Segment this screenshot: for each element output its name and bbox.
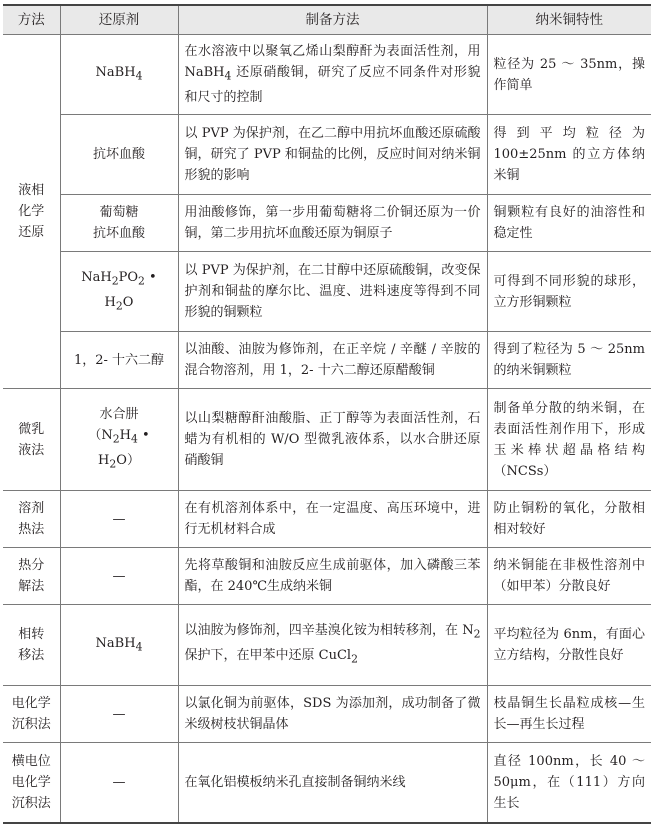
table-row <box>3 389 651 491</box>
properties-cell: 纳米铜能在非极性溶剂中（如甲苯）分散良好 <box>487 548 651 605</box>
table-row <box>3 605 651 686</box>
reductant-cell: $NaH_2PO_2$ • $H_2O$ <box>60 252 178 332</box>
properties-cell: 粒径为 25 ～ 35nm，操作简单 <box>487 35 651 115</box>
method-cell: 电化学 沉积法 <box>3 686 60 743</box>
preparation-cell: 先将草酸铜和油胺反应生成前驱体，加入磷酸三苯酯，在 240℃生成纳米铜 <box>178 548 487 605</box>
reductant-cell: 抗坏血酸 <box>60 115 178 195</box>
properties-cell: 直径 100nm，长 40 ～ 50μm，在（111）方向生长 <box>487 743 651 823</box>
properties-cell: 得到了粒径为 5 ～ 25nm 的纳米铜颗粒 <box>487 332 651 389</box>
preparation-cell: 在水溶液中以聚氧乙烯山梨醇酐为表面活性剂，用 NaBH$_4$ 还原硝酸铜，研究了反应不同条件对形貌和尺寸的控制 <box>178 35 487 115</box>
table-row <box>3 195 651 252</box>
reductant-cell: — <box>60 743 178 823</box>
method-cell: 横电位 电化学 沉积法 <box>3 743 60 823</box>
preparation-cell: 以氯化铜为前驱体，SDS 为添加剂，成功制备了微米级树枝状铜晶体 <box>178 686 487 743</box>
nano-copper-methods-table <box>3 4 651 824</box>
properties-cell: 枝晶铜生长晶粒成核—生长—再生长过程 <box>487 686 651 743</box>
preparation-cell: 在氧化铝模板纳米孔直接制备铜纳米线 <box>178 743 487 823</box>
table-row <box>3 252 651 332</box>
table-row <box>3 35 651 115</box>
header-properties: 纳米铜特性 <box>487 5 651 35</box>
properties-cell: 平均粒径为 6nm，有面心立方结构，分散性良好 <box>487 605 651 686</box>
table-row <box>3 548 651 605</box>
properties-cell: 防止铜粉的氧化，分散相相对较好 <box>487 491 651 548</box>
reductant-cell: — <box>60 548 178 605</box>
reductant-cell: NaBH$_4$ <box>60 605 178 686</box>
method-cell: 溶剂 热法 <box>3 491 60 548</box>
table-row <box>3 115 651 195</box>
table-row <box>3 332 651 389</box>
preparation-cell: 用油酸修饰，第一步用葡萄糖将二价铜还原为一价铜，第二步用抗坏血酸还原为铜原子 <box>178 195 487 252</box>
properties-cell: 铜颗粒有良好的油溶性和稳定性 <box>487 195 651 252</box>
method-cell: 热分 解法 <box>3 548 60 605</box>
table-row <box>3 686 651 743</box>
header-method: 方法 <box>3 5 60 35</box>
reductant-cell: 水合肼 （$N_2H_4$ • $H_2O$） <box>60 389 178 491</box>
method-cell: 液相 化学 还原 <box>3 35 60 389</box>
table-header-row <box>3 5 651 35</box>
reductant-cell: NaBH$_4$ <box>60 35 178 115</box>
table-row <box>3 491 651 548</box>
reductant-cell: 葡萄糖 抗坏血酸 <box>60 195 178 252</box>
header-preparation: 制备方法 <box>178 5 487 35</box>
method-cell: 微乳 液法 <box>3 389 60 491</box>
preparation-cell: 以油胺为修饰剂，四辛基溴化铵为相转移剂，在 $N_2$ 保护下，在甲苯中还原 CuCl$_2$ <box>178 605 487 686</box>
reductant-cell: 1，2- 十六二醇 <box>60 332 178 389</box>
preparation-cell: 以 PVP 为保护剂，在乙二醇中用抗坏血酸还原硫酸铜，研究了 PVP 和铜盐的比例，反应时间对纳米铜形貌的影响 <box>178 115 487 195</box>
reductant-cell: — <box>60 491 178 548</box>
properties-cell: 得到平均粒径为 100±25nm 的立方体纳米铜 <box>487 115 651 195</box>
reductant-cell: — <box>60 686 178 743</box>
preparation-cell: 以 PVP 为保护剂，在二甘醇中还原硫酸铜，改变保护剂和铜盐的摩尔比、温度、进料速度等得到不同形貌的铜颗粒 <box>178 252 487 332</box>
preparation-cell: 在有机溶剂体系中，在一定温度、高压环境中，进行无机材料合成 <box>178 491 487 548</box>
header-reductant: 还原剂 <box>60 5 178 35</box>
method-cell: 相转 移法 <box>3 605 60 686</box>
table-row <box>3 743 651 823</box>
properties-cell: 可得到不同形貌的球形，立方形铜颗粒 <box>487 252 651 332</box>
preparation-cell: 以油酸、油胺为修饰剂，在正辛烷 / 辛醚 / 辛胺的混合物溶剂，用 1，2- 十六二醇还原醋酸铜 <box>178 332 487 389</box>
preparation-cell: 以山梨糖醇酐油酸脂、正丁醇等为表面活性剂，石蜡为有机相的 W/O 型微乳液体系，以水合肼还原硝酸铜 <box>178 389 487 491</box>
properties-cell: 制备单分散的纳米铜，在表面活性剂作用下，形成玉米棒状超晶格结构（NCSs） <box>487 389 651 491</box>
